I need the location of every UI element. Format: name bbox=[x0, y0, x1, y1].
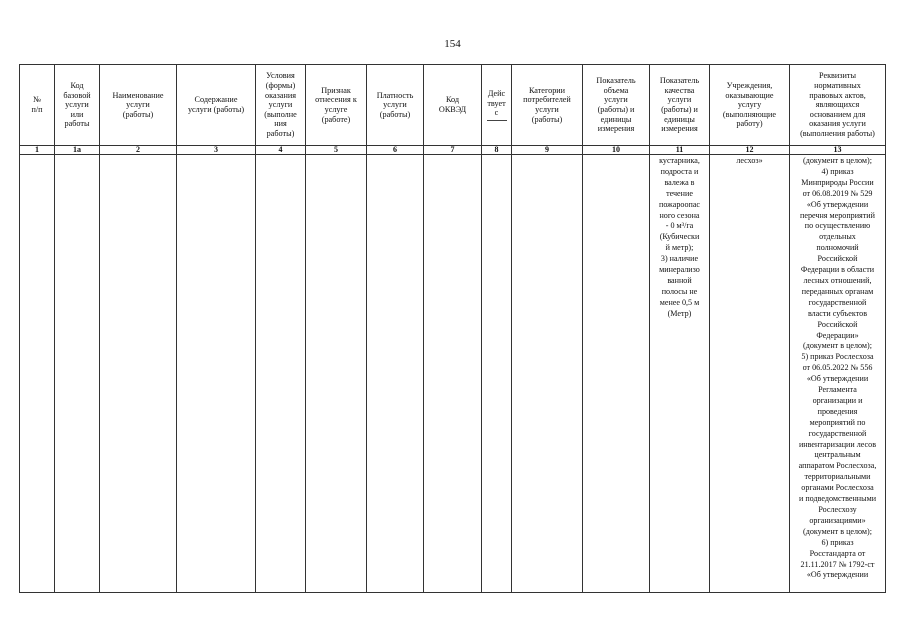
column-number: 1а bbox=[55, 146, 100, 155]
header-cell-service-code: Код базовой услуги или работы bbox=[55, 65, 100, 146]
column-number: 5 bbox=[306, 146, 367, 155]
column-number: 11 bbox=[650, 146, 710, 155]
header-cell-institutions: Учреждения, оказывающие услугу (выполняющие работу) bbox=[710, 65, 790, 146]
header-cell-okved: Код ОКВЭД bbox=[424, 65, 482, 146]
cell-legal-acts bbox=[790, 155, 886, 593]
cell-institutions bbox=[710, 155, 790, 593]
page-number: 154 bbox=[444, 38, 461, 50]
header-cell-consumer-categories: Категории потребителей услуги (работы) bbox=[512, 65, 583, 146]
table-row bbox=[20, 155, 886, 593]
table-header-row bbox=[20, 65, 886, 146]
column-number: 2 bbox=[100, 146, 177, 155]
column-number: 4 bbox=[256, 146, 306, 155]
column-number: 9 bbox=[512, 146, 583, 155]
blank-line bbox=[487, 120, 507, 121]
cell-valid-from bbox=[482, 155, 512, 593]
header-cell-volume-indicator: Показатель объема услуги (работы) и единицы измерения bbox=[583, 65, 650, 146]
header-cell-row-number: № п/п bbox=[20, 65, 55, 146]
legal-acts-text: (документ в целом); 4) приказ Минприроды России от 06.08.2019 № 529 «Об утверждении перечня мероприятий по осуществлению отдельных полномочий Российской Федерации в области лесных отношений, переданных органам государственной власти субъектов Российской Федерации» (документ в целом); 5) приказ Рослесхоза от 06.05.2022 № 556 «Об утверждении Регламента организации и проведения мероприятий по государственной инвентаризации лесов центральным аппаратом Рослесхоза, территориальными органами Рослесхоза и подведомственными Рослесхозу организациями» (документ в целом); 6) приказ Росстандарта от 21.11.2017 № 1792-ст «Об утверждении bbox=[798, 156, 877, 580]
column-number: 12 bbox=[710, 146, 790, 155]
column-number: 13 bbox=[790, 146, 886, 155]
cell-row-number bbox=[20, 155, 55, 593]
column-number: 1 bbox=[20, 146, 55, 155]
cell-okved bbox=[424, 155, 482, 593]
column-number: 3 bbox=[177, 146, 256, 155]
header-cell-legal-acts: Реквизиты нормативных правовых актов, являющихся основанием для оказания услуги (выполнения работы) bbox=[790, 65, 886, 146]
column-number: 8 bbox=[482, 146, 512, 155]
header-cell-attribute: Признак отнесения к услуге (работе) bbox=[306, 65, 367, 146]
cell-volume-indicator bbox=[583, 155, 650, 593]
cell-service-name bbox=[100, 155, 177, 593]
services-table bbox=[19, 64, 886, 593]
column-number: 6 bbox=[367, 146, 424, 155]
cell-conditions bbox=[256, 155, 306, 593]
header-cell-service-name: Наименование услуги (работы) bbox=[100, 65, 177, 146]
quality-indicator-text: кустарника, подроста и валежа в течение пожароопас ного сезона - 0 м³/га (Кубически й метр); 3) наличие минерализо ванной полосы не менее 0,5 м (Метр) bbox=[658, 156, 701, 318]
cell-service-code bbox=[55, 155, 100, 593]
header-cell-service-content: Содержание услуги (работы) bbox=[177, 65, 256, 146]
header-cell-conditions: Условия (формы) оказания услуги (выполне ния работы) bbox=[256, 65, 306, 146]
institutions-text: лесхоз» bbox=[736, 156, 763, 165]
cell-service-content bbox=[177, 155, 256, 593]
column-number: 7 bbox=[424, 146, 482, 155]
cell-attribute bbox=[306, 155, 367, 593]
column-number-row bbox=[20, 146, 886, 155]
header-cell-payment: Платность услуги (работы) bbox=[367, 65, 424, 146]
cell-payment bbox=[367, 155, 424, 593]
header-cell-valid-from: Дейс твует с bbox=[482, 65, 512, 146]
cell-consumer-categories bbox=[512, 155, 583, 593]
header-cell-quality-indicator: Показатель качества услуги (работы) и единицы измерения bbox=[650, 65, 710, 146]
cell-quality-indicator bbox=[650, 155, 710, 593]
column-number: 10 bbox=[583, 146, 650, 155]
